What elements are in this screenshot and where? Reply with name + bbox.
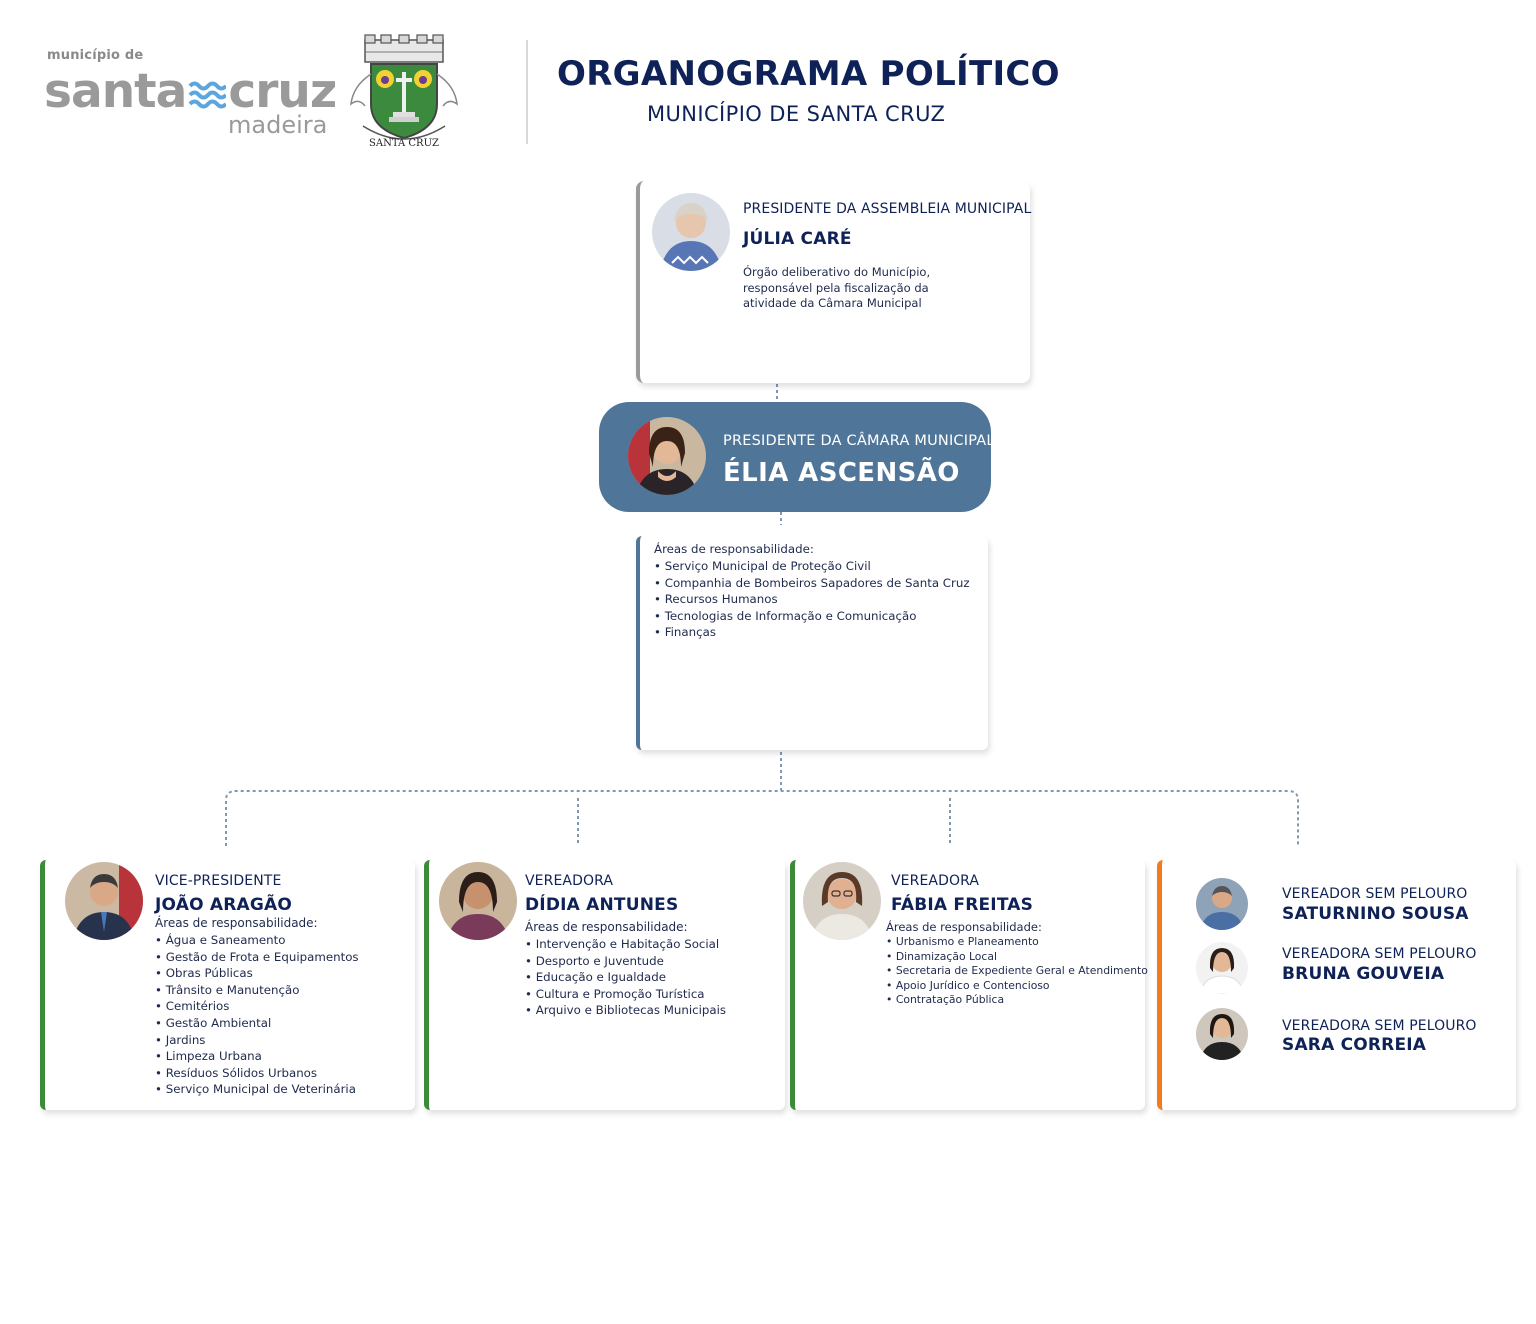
- area-item: • Serviço Municipal de Veterinária: [155, 1081, 359, 1098]
- councillor-bruna-photo: [1196, 942, 1248, 994]
- councillor-fabia-name: FÁBIA FREITAS: [891, 895, 1034, 915]
- area-item: • Intervenção e Habitação Social: [525, 936, 726, 953]
- area-item: • Limpeza Urbana: [155, 1048, 359, 1065]
- councillor-sara-name: SARA CORREIA: [1282, 1035, 1427, 1055]
- logo-small-text: município de: [47, 48, 144, 63]
- councillor-sara-photo: [1196, 1008, 1248, 1060]
- area-item: • Cultura e Promoção Turística: [525, 986, 726, 1003]
- logo-word-right: cruz: [228, 64, 337, 119]
- area-item: • Jardins: [155, 1032, 359, 1049]
- area-item: • Tecnologias de Informação e Comunicação: [654, 608, 970, 625]
- councillor-didia-areas-title: Áreas de responsabilidade:: [525, 920, 688, 934]
- councillor-didia-photo: [439, 862, 517, 940]
- vice-president-photo: [65, 862, 143, 940]
- councillor-didia-role: VEREADORA: [525, 873, 614, 889]
- councillor-fabia-photo: [803, 862, 881, 940]
- area-item: • Obras Públicas: [155, 965, 359, 982]
- area-item: • Secretaria de Expediente Geral e Atendimento: [886, 964, 1148, 979]
- person-photo-icon: [803, 862, 881, 940]
- area-item: • Cemitérios: [155, 998, 359, 1015]
- area-item: • Finanças: [654, 624, 970, 641]
- person-photo-icon: [1196, 878, 1248, 930]
- area-item: • Arquivo e Bibliotecas Municipais: [525, 1002, 726, 1019]
- councillor-bruna-role: VEREADORA SEM PELOURO: [1282, 946, 1477, 962]
- logo-subtext: madeira: [228, 111, 328, 139]
- area-item: • Apoio Jurídico e Contencioso: [886, 979, 1148, 994]
- area-item: • Água e Saneamento: [155, 932, 359, 949]
- mayor-name: ÉLIA ASCENSÃO: [723, 458, 960, 488]
- mayor-photo: [628, 417, 706, 495]
- councillor-didia-name: DÍDIA ANTUNES: [525, 895, 679, 915]
- councillor-sara-role: VEREADORA SEM PELOURO: [1282, 1018, 1477, 1034]
- councillor-saturnino-name: SATURNINO SOUSA: [1282, 904, 1469, 924]
- mayor-areas-title: Áreas de responsabilidade:: [654, 542, 814, 556]
- area-item: • Recursos Humanos: [654, 591, 970, 608]
- assembly-president-photo: [652, 193, 730, 271]
- mayor-areas-list: [654, 558, 970, 641]
- person-photo-icon: [628, 417, 706, 495]
- person-photo-icon: [1196, 1008, 1248, 1060]
- councillor-saturnino-photo: [1196, 878, 1248, 930]
- page-subtitle: MUNICÍPIO DE SANTA CRUZ: [647, 102, 946, 126]
- person-photo-icon: [652, 193, 730, 271]
- crest-label: SANTA CRUZ: [369, 138, 439, 149]
- area-item: • Educação e Igualdade: [525, 969, 726, 986]
- councillor-bruna-name: BRUNA GOUVEIA: [1282, 964, 1445, 984]
- assembly-president-name: JÚLIA CARÉ: [743, 229, 852, 249]
- area-item: • Serviço Municipal de Proteção Civil: [654, 558, 970, 575]
- area-item: • Urbanismo e Planeamento: [886, 935, 1148, 950]
- area-item: • Desporto e Juventude: [525, 953, 726, 970]
- vice-president-name: JOÃO ARAGÃO: [155, 895, 293, 915]
- area-item: • Companhia de Bombeiros Sapadores de Santa Cruz: [654, 575, 970, 592]
- assembly-description: Órgão deliberativo do Município, responsável pela fiscalização da atividade da Câmara Municipal: [743, 265, 931, 310]
- mayor-role: PRESIDENTE DA CÂMARA MUNICIPAL: [723, 433, 995, 449]
- area-item: • Gestão Ambiental: [155, 1015, 359, 1032]
- area-item: • Dinamização Local: [886, 950, 1148, 965]
- person-photo-icon: [1196, 942, 1248, 994]
- area-item: • Trânsito e Manutenção: [155, 982, 359, 999]
- vice-president-areas-list: [155, 932, 359, 1098]
- area-item: • Contratação Pública: [886, 993, 1148, 1008]
- assembly-president-role: PRESIDENTE DA ASSEMBLEIA MUNICIPAL: [743, 201, 1032, 217]
- page-title: ORGANOGRAMA POLÍTICO: [557, 54, 1060, 94]
- councillor-fabia-role: VEREADORA: [891, 873, 980, 889]
- councillor-didia-areas-list: [525, 936, 726, 1019]
- councillor-fabia-areas-list: [886, 935, 1148, 1008]
- vice-president-role: VICE-PRESIDENTE: [155, 873, 282, 889]
- person-photo-icon: [439, 862, 517, 940]
- councillor-fabia-areas-title: Áreas de responsabilidade:: [886, 920, 1042, 934]
- person-photo-icon: [65, 862, 143, 940]
- vice-president-areas-title: Áreas de responsabilidade:: [155, 916, 318, 930]
- area-item: • Gestão de Frota e Equipamentos: [155, 949, 359, 966]
- area-item: • Resíduos Sólidos Urbanos: [155, 1065, 359, 1082]
- connector-horizontal: [226, 791, 1298, 846]
- councillor-saturnino-role: VEREADOR SEM PELOURO: [1282, 886, 1468, 902]
- logo-word-left: santa: [44, 64, 187, 119]
